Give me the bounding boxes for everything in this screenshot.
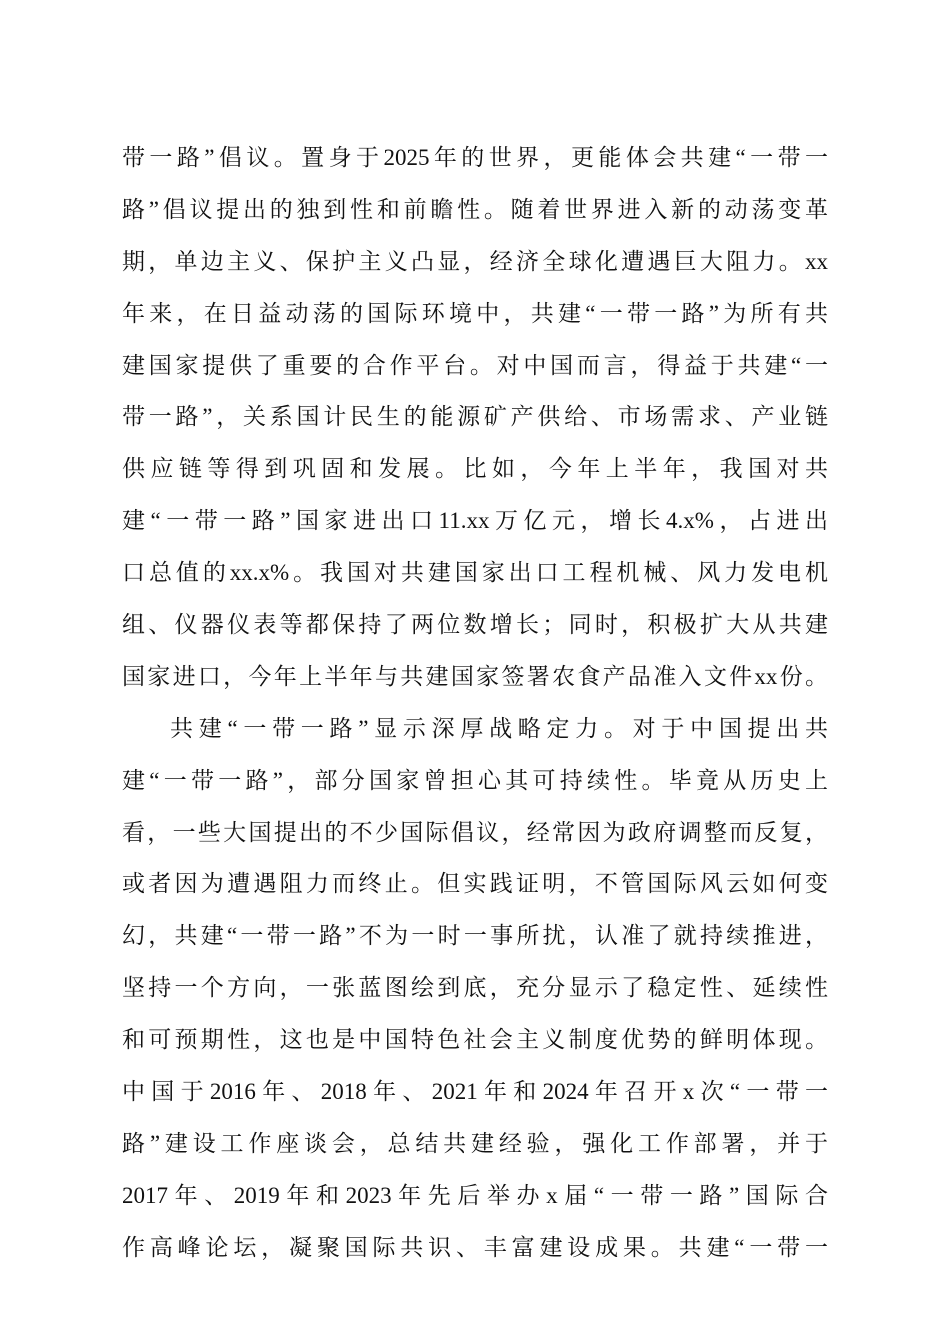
text-line: 年来，在日益动荡的国际环境中，共建“一带一路”为所有共 xyxy=(122,300,828,326)
text-line: 带一路”倡议。置身于2025年的世界，更能体会共建“一带一 xyxy=(122,145,828,170)
document-page xyxy=(122,132,828,1274)
text-line: 组、仪器仪表等都保持了两位数增长；同时，积极扩大从共建 xyxy=(122,612,828,638)
text-line: 路”倡议提出的独到性和前瞻性。随着世界进入新的动荡变革 xyxy=(122,196,828,222)
text-line: 作高峰论坛，凝聚国际共识、丰富建设成果。共建“一带一 xyxy=(122,1234,828,1260)
text-line: 口总值的xx.x%。我国对共建国家出口工程机械、风力发电机 xyxy=(122,560,828,586)
text-line: 看，一些大国提出的不少国际倡议，经常因为政府调整而反复， xyxy=(122,819,828,845)
text-line: 建“一带一路”国家进出口11.xx万亿元，增长4.x%，占进出 xyxy=(122,508,828,534)
text-line: 和可预期性，这也是中国特色社会主义制度优势的鲜明体现。 xyxy=(122,1027,828,1053)
text-line: 国家进口，今年上半年与共建国家签署农食产品准入文件xx份。 xyxy=(122,663,828,689)
text-line: 幻，共建“一带一路”不为一时一事所扰，认准了就持续推进， xyxy=(122,923,828,949)
text-line: 中国于2016年、2018年、2021年和2024年召开x次“一带一 xyxy=(122,1079,828,1105)
text-line: 供应链等得到巩固和发展。比如，今年上半年，我国对共 xyxy=(122,456,828,482)
text-line: 2017年、2019年和2023年先后举办x届“一带一路”国际合 xyxy=(122,1182,828,1208)
text-line: 建“一带一路”，部分国家曾担心其可持续性。毕竟从历史上 xyxy=(122,767,828,793)
text-line: 或者因为遭遇阻力而终止。但实践证明，不管国际风云如何变 xyxy=(122,871,828,897)
text-line: 路”建设工作座谈会，总结共建经验，强化工作部署，并于 xyxy=(122,1130,828,1156)
text-line: 建国家提供了重要的合作平台。对中国而言，得益于共建“一 xyxy=(122,352,828,378)
text-line: 期，单边主义、保护主义凸显，经济全球化遭遇巨大阻力。xx xyxy=(122,248,828,274)
paragraph-first-line: 共建“一带一路”显示深厚战略定力。对于中国提出共 xyxy=(170,715,828,741)
text-line: 带一路”，关系国计民生的能源矿产供给、市场需求、产业链 xyxy=(122,404,828,430)
text-line: 坚持一个方向，一张蓝图绘到底，充分显示了稳定性、延续性 xyxy=(122,975,828,1001)
